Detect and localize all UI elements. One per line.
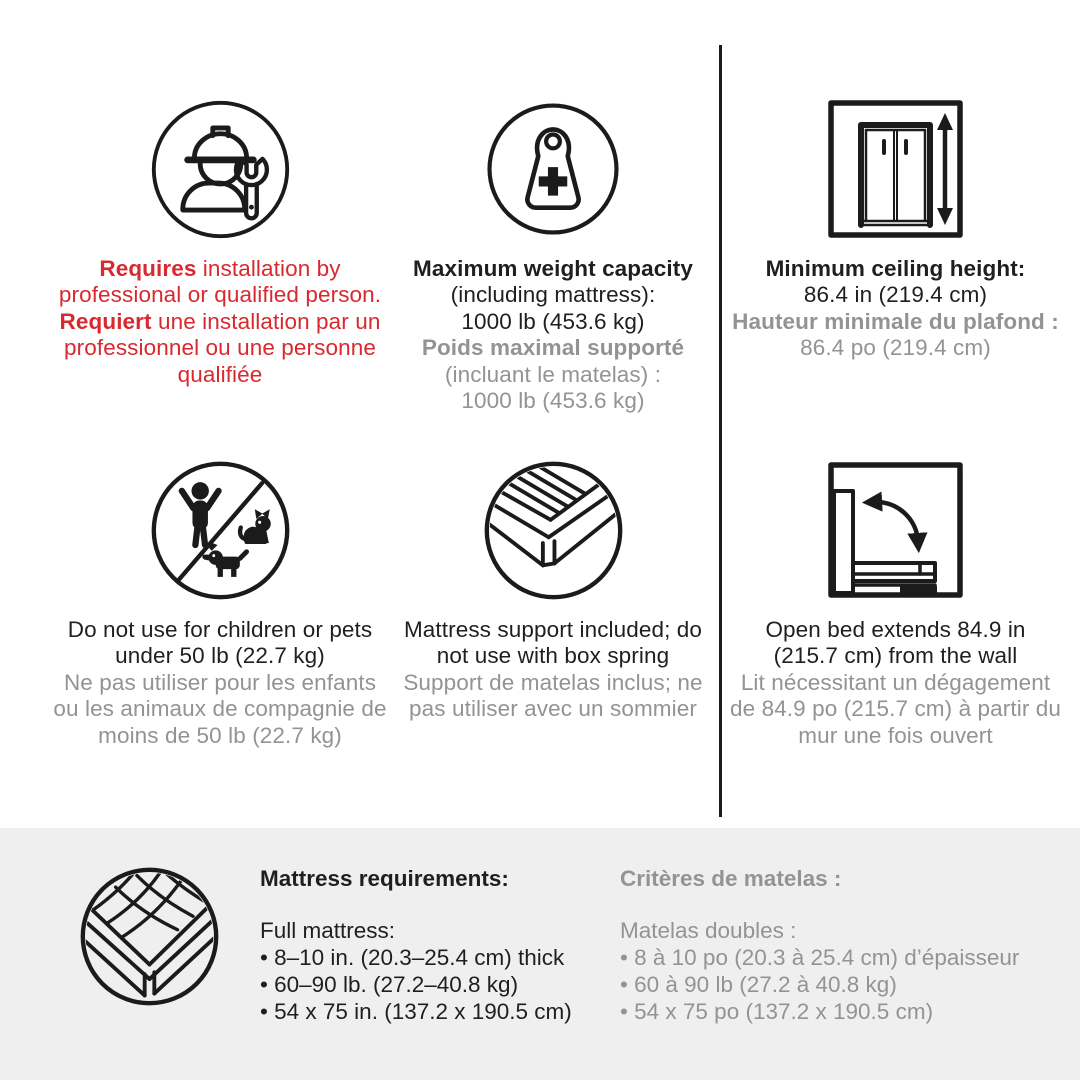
mattress-support-icon-wrap: [403, 455, 703, 605]
mattress-requirements-title-en: Mattress requirements:: [260, 866, 509, 891]
bullet-item: • 60–90 lb. (27.2–40.8 kg): [260, 972, 519, 997]
ceiling-height-icon-wrap: [725, 94, 1066, 244]
mattress-requirements-band: [0, 828, 1080, 1080]
weight-capacity-icon-wrap: [403, 94, 703, 244]
open-bed-icon-wrap: [725, 455, 1066, 605]
feature-text-line: Lit nécessitant un dégagement: [740, 669, 1051, 695]
feature-text-line: under 50 lb (22.7 kg): [115, 643, 325, 669]
feature-text-line: Minimum ceiling height:: [765, 256, 1026, 281]
mattress-requirements-bullets-en: [260, 944, 590, 1025]
feature-text-line: (215.7 cm) from the wall: [773, 643, 1018, 669]
feature-text-line: Mattress support included; do: [403, 617, 703, 642]
feature-text-line: Requires installation by: [99, 256, 341, 281]
feature-text-line: Ne pas utiliser pour les enfants: [63, 669, 377, 695]
bullet-item: • 54 x 75 po (137.2 x 190.5 cm): [620, 999, 934, 1024]
feature-text-line: ou les animaux de compagnie de: [53, 696, 387, 722]
mattress-icon: [77, 864, 222, 1009]
feature-text-installation: [40, 256, 400, 388]
feature-text-weight-capacity: [403, 256, 703, 414]
mattress-support-icon: [481, 458, 626, 603]
feature-text-line: 86.4 po (219.4 cm): [800, 335, 991, 361]
feature-text-line: 86.4 in (219.4 cm): [803, 282, 988, 308]
feature-text-line: 1000 lb (453.6 kg): [461, 308, 645, 334]
feature-text-mattress-support: [403, 617, 703, 723]
feature-text-line: mur une fois ouvert: [798, 722, 993, 748]
mattress-requirements-en: [260, 865, 590, 1025]
feature-text-open-bed: [725, 617, 1066, 749]
feature-text-line: Open bed extends 84.9 in: [765, 617, 1026, 642]
feature-text-line: Do not use for children or pets: [67, 617, 373, 642]
mattress-requirements-title-fr: Critères de matelas :: [620, 866, 842, 891]
mattress-requirements-subtitle-en: Full mattress:: [260, 918, 396, 943]
feature-text-line: not use with box spring: [436, 643, 670, 669]
feature-text-line: (incluant le matelas) :: [444, 361, 662, 387]
feature-text-line: 1000 lb (453.6 kg): [461, 388, 645, 414]
feature-installation: [40, 94, 400, 388]
mattress-requirements-subtitle-fr: Matelas doubles :: [620, 918, 797, 943]
feature-text-line: pas utiliser avec un sommier: [409, 696, 697, 722]
feature-open-bed: [725, 455, 1066, 749]
mattress-requirements-bullets-fr: [620, 944, 1080, 1025]
bullet-item: • 54 x 75 in. (137.2 x 190.5 cm): [260, 999, 572, 1024]
feature-text-line: Poids maximal supporté: [421, 335, 685, 361]
feature-text-line: Maximum weight capacity: [413, 256, 693, 281]
mattress-requirements-fr: [620, 865, 1080, 1025]
weight-capacity-icon: [484, 100, 622, 238]
feature-text-line: Support de matelas inclus; ne: [403, 669, 703, 695]
mattress-icon-wrap: [77, 864, 222, 1009]
ceiling-height-icon: [828, 100, 963, 238]
feature-text-line: professionnel ou une personne: [64, 335, 376, 361]
feature-text-line: professional or qualified person.: [58, 282, 382, 308]
feature-text-line: Requiert une installation par un: [59, 308, 381, 334]
open-bed-icon: [828, 462, 963, 598]
feature-no-children-pets: [40, 455, 400, 749]
bullet-item: • 8–10 in. (20.3–25.4 cm) thick: [260, 945, 565, 970]
no-children-pets-icon: [148, 458, 293, 603]
bullet-item: • 8 à 10 po (20.3 à 25.4 cm) d’épaisseur: [620, 945, 1020, 970]
feature-text-line: Hauteur minimale du plafond :: [732, 308, 1059, 334]
feature-text-ceiling-height: [725, 256, 1066, 362]
feature-text-line: moins de 50 lb (22.7 kg): [98, 722, 342, 748]
feature-text-line: de 84.9 po (215.7 cm) à partir du: [730, 696, 1061, 722]
feature-weight-capacity: [403, 94, 703, 414]
vertical-divider: [719, 45, 722, 817]
installer-icon-wrap: [40, 94, 400, 244]
feature-text-line: (including mattress):: [450, 282, 656, 308]
feature-text-line: qualifiée: [177, 361, 263, 387]
feature-mattress-support: [403, 455, 703, 723]
feature-text-no-children-pets: [40, 617, 400, 749]
no-children-pets-icon-wrap: [40, 455, 400, 605]
installer-icon: [148, 97, 293, 242]
feature-ceiling-height: [725, 94, 1066, 362]
bullet-item: • 60 à 90 lb (27.2 à 40.8 kg): [620, 972, 897, 997]
